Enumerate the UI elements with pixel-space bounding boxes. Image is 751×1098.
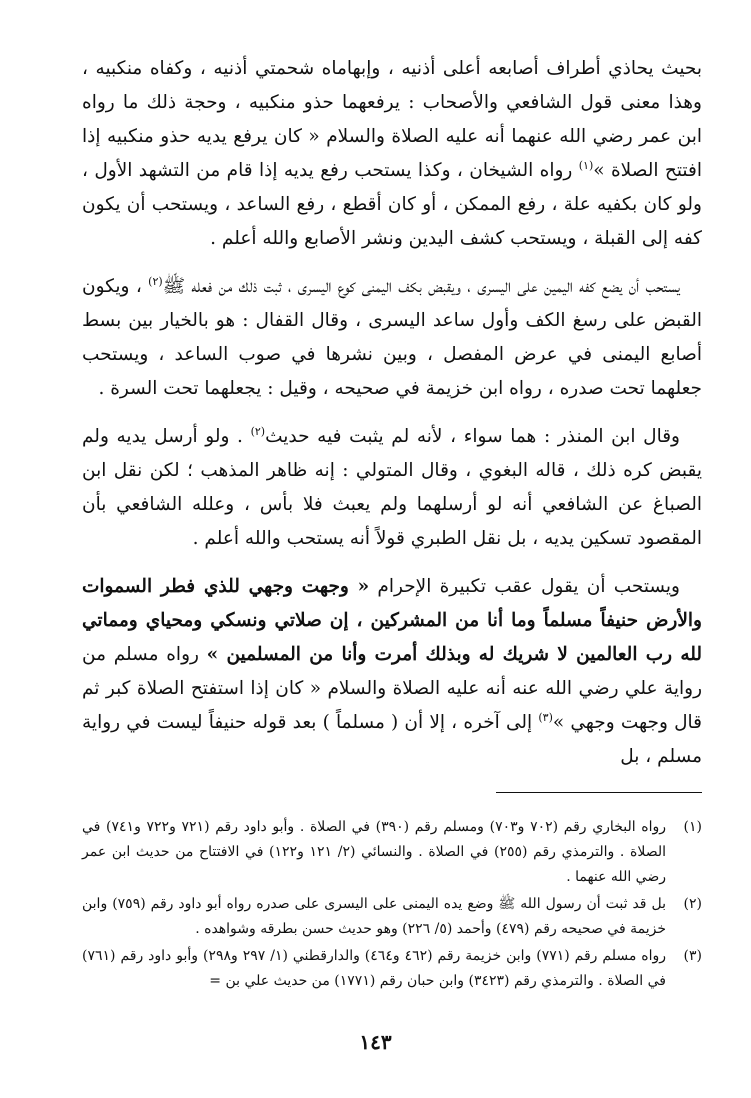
footnote-number: (٢) [683, 896, 702, 912]
paragraph-opening-supplication [82, 570, 702, 774]
supplication-quote: « وجهت وجهي للذي فطر السموات والأرض حنيفاً مسلماً وما أنا من المشركين ، إن صلاتي ونسكي ومحياي ومماتي لله رب العالمين لا شريك له وبذلك أمرت وأنا من المسلمين » [82, 576, 703, 665]
footnote-text: بل قد ثبت أن رسول الله ﷺ وضع يده اليمنى على اليسرى على صدره رواه أبو داود رقم (٧٥٩) وابن خزيمة في صحيحه رقم (٤٧٩) وأحمد (٥/ ٢٢٦) وهو حديث حسن بطرقه وشواهده . [82, 896, 666, 937]
paragraph-gap [82, 406, 702, 420]
footnote [82, 944, 702, 994]
paragraph-text: يستحب أن يضع كفه اليمين على اليسرى ، ويقبض بكف اليمنى كوع اليسرى ، ثبت ذلك من فعله ﷺ [162, 276, 680, 297]
paragraph-text: إلى آخره ، إلا أن ( مسلماً ) بعد قوله حنيفاً ليست في رواية مسلم ، بل [82, 712, 702, 767]
footnote-reference[interactable]: (٢) [148, 274, 163, 288]
paragraph-gap [82, 556, 702, 570]
footnote-reference[interactable]: (٢) [250, 424, 266, 438]
footnote [82, 892, 702, 942]
footnote-number: (١) [683, 819, 702, 835]
footnote-reference[interactable]: (١) [578, 158, 594, 172]
paragraph-text: رواه الشيخان ، وكذا يستحب رفع يديه إذا قام من التشهد الأول ، ولو كان بكفيه علة ، رفع الممكن ، أو كان أقطع ، رفع الساعد ، ويستحب أن يكون كفه إلى القبلة ، ويستحب كشف اليدين ونشر الأصابع والله أعلم . [82, 160, 702, 249]
page-content [82, 52, 702, 996]
paragraph-text: رواه مسلم من رواية علي رضي الله عنه أنه عليه الصلاة والسلام « كان إذا استفتح الصلاة كبر ثم قال وجهت وجهي » [82, 644, 702, 733]
paragraph-text: بحيث يحاذي أطراف أصابعه أعلى أذنيه ، وإبهاماه شحمتي أذنيه ، وكفاه منكبيه ، وهذا معنى قول الشافعي والأصحاب : يرفعهما حذو منكبيه ، وحجة ذلك ما رواه ابن عمر رضي الله عنهما أنه عليه الصلاة والسلام « كان يرفع يديه حذو منكبيه إذا افتتح الصلاة » [82, 58, 702, 181]
paragraph-text: وقال ابن المنذر : هما سواء ، لأنه لم يثبت فيه حديث [265, 426, 680, 447]
footnote-text: رواه البخاري رقم (٧٠٢ و٧٠٣) ومسلم رقم (٣٩٠) في الصلاة . وأبو داود رقم (٧٢١ و٧٢٢ و٧٤١) في الصلاة . والترمذي رقم (٢٥٥) في الصلاة . والنسائي (٢/ ١٢١ و١٢٢) في الافتتاح من حديث ابن عمر رضي الله عنهما . [82, 819, 667, 885]
paragraph-ibn-al-mundhir [82, 420, 702, 556]
footnote-separator [496, 792, 702, 793]
paragraph-text: ، ويكون القبض على رسغ الكف وأول ساعد اليسرى ، وقال القفال : هو بالخيار بين بسط أصابع اليمنى في عرض المفصل ، وبين نشرها في صوب الساعد ، ويستحب جعلهما تحت صدره ، رواه ابن خزيمة في صحيحه ، وقيل : يجعلهما تحت السرة . [82, 276, 702, 399]
footnote-number: (٣) [683, 948, 702, 964]
paragraph-text: . ولو أرسل يديه ولم يقبض كره ذلك ، قاله البغوي ، وقال المتولي : إنه ظاهر المذهب ؛ لكن نقل ابن الصباغ عن الشافعي أنه لو أرسلهما ولم يعبث فلا بأس ، وعلله الشافعي بأن المقصود تسكين يديه ، بل نقل الطبري قولاً أنه يستحب والله أعلم . [82, 426, 702, 549]
footnote-text: رواه مسلم رقم (٧٧١) وابن خزيمة رقم (٤٦٢ و٤٦٤) والدارقطني (١/ ٢٩٧ و٢٩٨) وأبو داود رقم (٧٦١) في الصلاة . والترمذي رقم (٣٤٢٣) وابن حبان رقم (١٧٧١) من حديث علي بن = [82, 948, 667, 989]
paragraph-text: ويستحب أن يقول عقب تكبيرة الإحرام [369, 576, 680, 597]
paragraph-placing-hands [82, 270, 702, 406]
footnotes [82, 815, 702, 994]
page-number: ١٤٣ [359, 1030, 392, 1054]
paragraph-raising-hands [82, 52, 702, 256]
footnote-reference[interactable]: (٣) [538, 710, 553, 724]
footnote [82, 815, 702, 890]
